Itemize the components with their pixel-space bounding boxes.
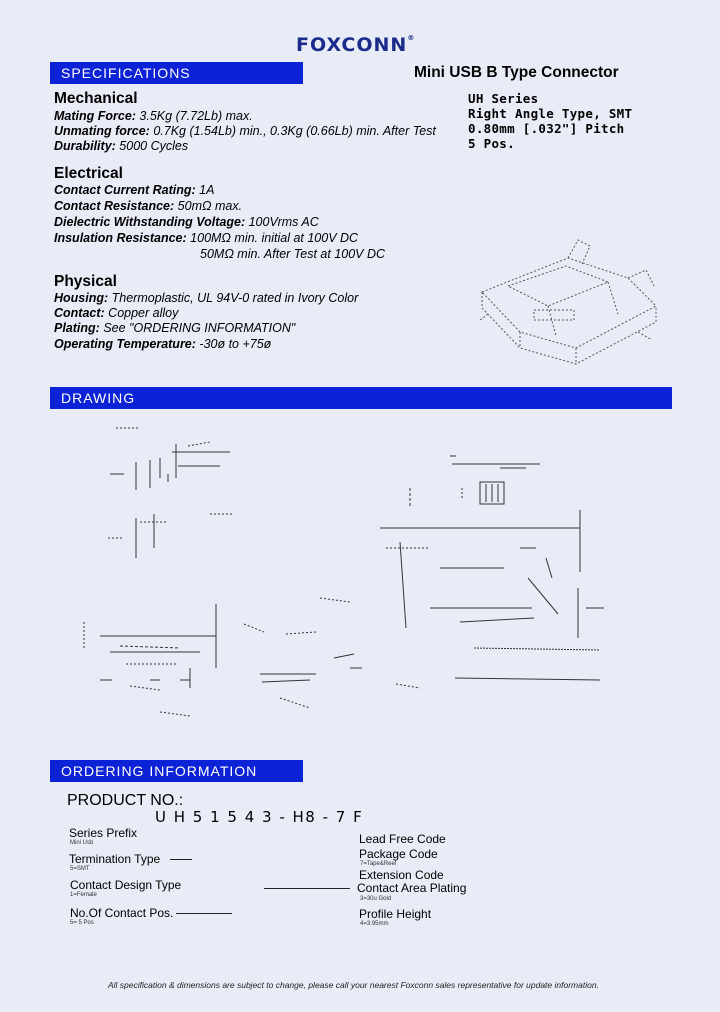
- spec-value: -30ø to +75ø: [195, 337, 272, 351]
- spec-label: Contact Current Rating:: [54, 183, 196, 197]
- spec-label: Mating Force:: [54, 109, 136, 123]
- order-note: 4=3.95mm: [360, 921, 389, 927]
- spec-line: [54, 306, 178, 320]
- spec-label: Operating Temperature:: [54, 337, 196, 351]
- registered-mark: ®: [407, 34, 416, 42]
- order-label-extension-code: Extension Code: [359, 868, 444, 882]
- spec-value: 50mΩ max.: [174, 199, 243, 213]
- leader-line: [170, 859, 192, 860]
- leader-line: [264, 888, 350, 889]
- order-label-termination-type: Termination Type: [69, 852, 161, 866]
- spec-value: 1A: [195, 183, 215, 197]
- order-label-profile-height: Profile Height: [359, 907, 432, 921]
- spec-value: Thermoplastic, UL 94V-0 rated in Ivory Color: [108, 291, 359, 305]
- spec-value: 3.5Kg (7.72Lb) max.: [135, 109, 253, 123]
- spec-line: [54, 199, 242, 213]
- order-note: 5=SMT: [70, 866, 90, 872]
- spec-label: Housing:: [54, 291, 109, 305]
- spec-value: 0.7Kg (1.54Lb) min., 0.3Kg (0.66Lb) min. After Test: [149, 124, 436, 138]
- spec-line: [54, 321, 295, 335]
- order-note: 7=Tape&Reel: [360, 861, 397, 867]
- physical-title: Physical: [54, 273, 117, 290]
- spec-value: 100MΩ min. initial at 100V DC: [186, 231, 359, 245]
- spec-line: [54, 231, 358, 245]
- connector-isometric-drawing: [478, 236, 663, 374]
- spec-value: 5000 Cycles: [115, 139, 189, 153]
- order-label-lead-free: Lead Free Code: [359, 832, 446, 846]
- foxconn-logo: [296, 34, 415, 56]
- order-label-contact-design: Contact Design Type: [70, 878, 182, 892]
- spec-line: [54, 183, 214, 197]
- mechanical-title: Mechanical: [54, 90, 138, 107]
- order-label-contact-plating: Contact Area Plating: [357, 881, 467, 895]
- spec-label: Insulation Resistance:: [54, 231, 187, 245]
- spec-label: Plating:: [54, 321, 100, 335]
- spec-label: Contact:: [54, 306, 105, 320]
- order-note: 5= 5 Pos: [70, 920, 94, 926]
- section-bar-specifications: [50, 62, 303, 84]
- leader-line: [176, 913, 232, 914]
- spec-line: [54, 124, 436, 138]
- spec-line: [54, 291, 358, 305]
- spec-value: Copper alloy: [104, 306, 179, 320]
- spec-line: [54, 337, 271, 351]
- order-note: 3=30u Gold: [360, 896, 392, 902]
- series-line-1: UH Series: [468, 91, 539, 106]
- order-note: 1=Female: [70, 892, 97, 898]
- spec-line: [54, 215, 319, 229]
- spec-line: [54, 139, 188, 153]
- product-title: Mini USB B Type Connector: [414, 64, 619, 81]
- spec-label: Contact Resistance:: [54, 199, 175, 213]
- series-line-2: Right Angle Type, SMT: [468, 106, 633, 121]
- electrical-title: Electrical: [54, 165, 123, 182]
- technical-drawing-views: [80, 418, 640, 740]
- section-title-ordering: ORDERING INFORMATION: [61, 763, 258, 779]
- order-note: Mini Usb: [70, 840, 94, 846]
- order-label-series-prefix: Series Prefix: [69, 826, 138, 840]
- product-no-label: PRODUCT NO.:: [67, 792, 184, 809]
- brand-name: FOXCONN: [296, 34, 408, 56]
- footer-disclaimer: All specification & dimensions are subject to change, please call your nearest Foxconn sales representative for update information.: [108, 980, 599, 990]
- spec-line-continuation: 50MΩ min. After Test at 100V DC: [200, 247, 386, 261]
- spec-value: 100Vrms AC: [245, 215, 319, 229]
- series-line-3: 0.80mm [.032"] Pitch: [468, 121, 625, 136]
- section-title-drawing: DRAWING: [61, 390, 136, 406]
- spec-label: Unmating force:: [54, 124, 150, 138]
- product-number: U H 5 1 5 4 3 - H8 - 7 F: [155, 808, 364, 826]
- spec-value: See "ORDERING INFORMATION": [99, 321, 296, 335]
- spec-label: Dielectric Withstanding Voltage:: [54, 215, 246, 229]
- spec-line: [54, 109, 253, 123]
- section-bar-drawing: [50, 387, 672, 409]
- series-line-4: 5 Pos.: [468, 136, 515, 151]
- section-title-specifications: SPECIFICATIONS: [61, 65, 191, 81]
- section-bar-ordering: [50, 760, 303, 782]
- order-label-contact-positions: No.Of Contact Pos.: [70, 906, 174, 920]
- order-label-package-code: Package Code: [359, 847, 438, 861]
- spec-label: Durability:: [54, 139, 116, 153]
